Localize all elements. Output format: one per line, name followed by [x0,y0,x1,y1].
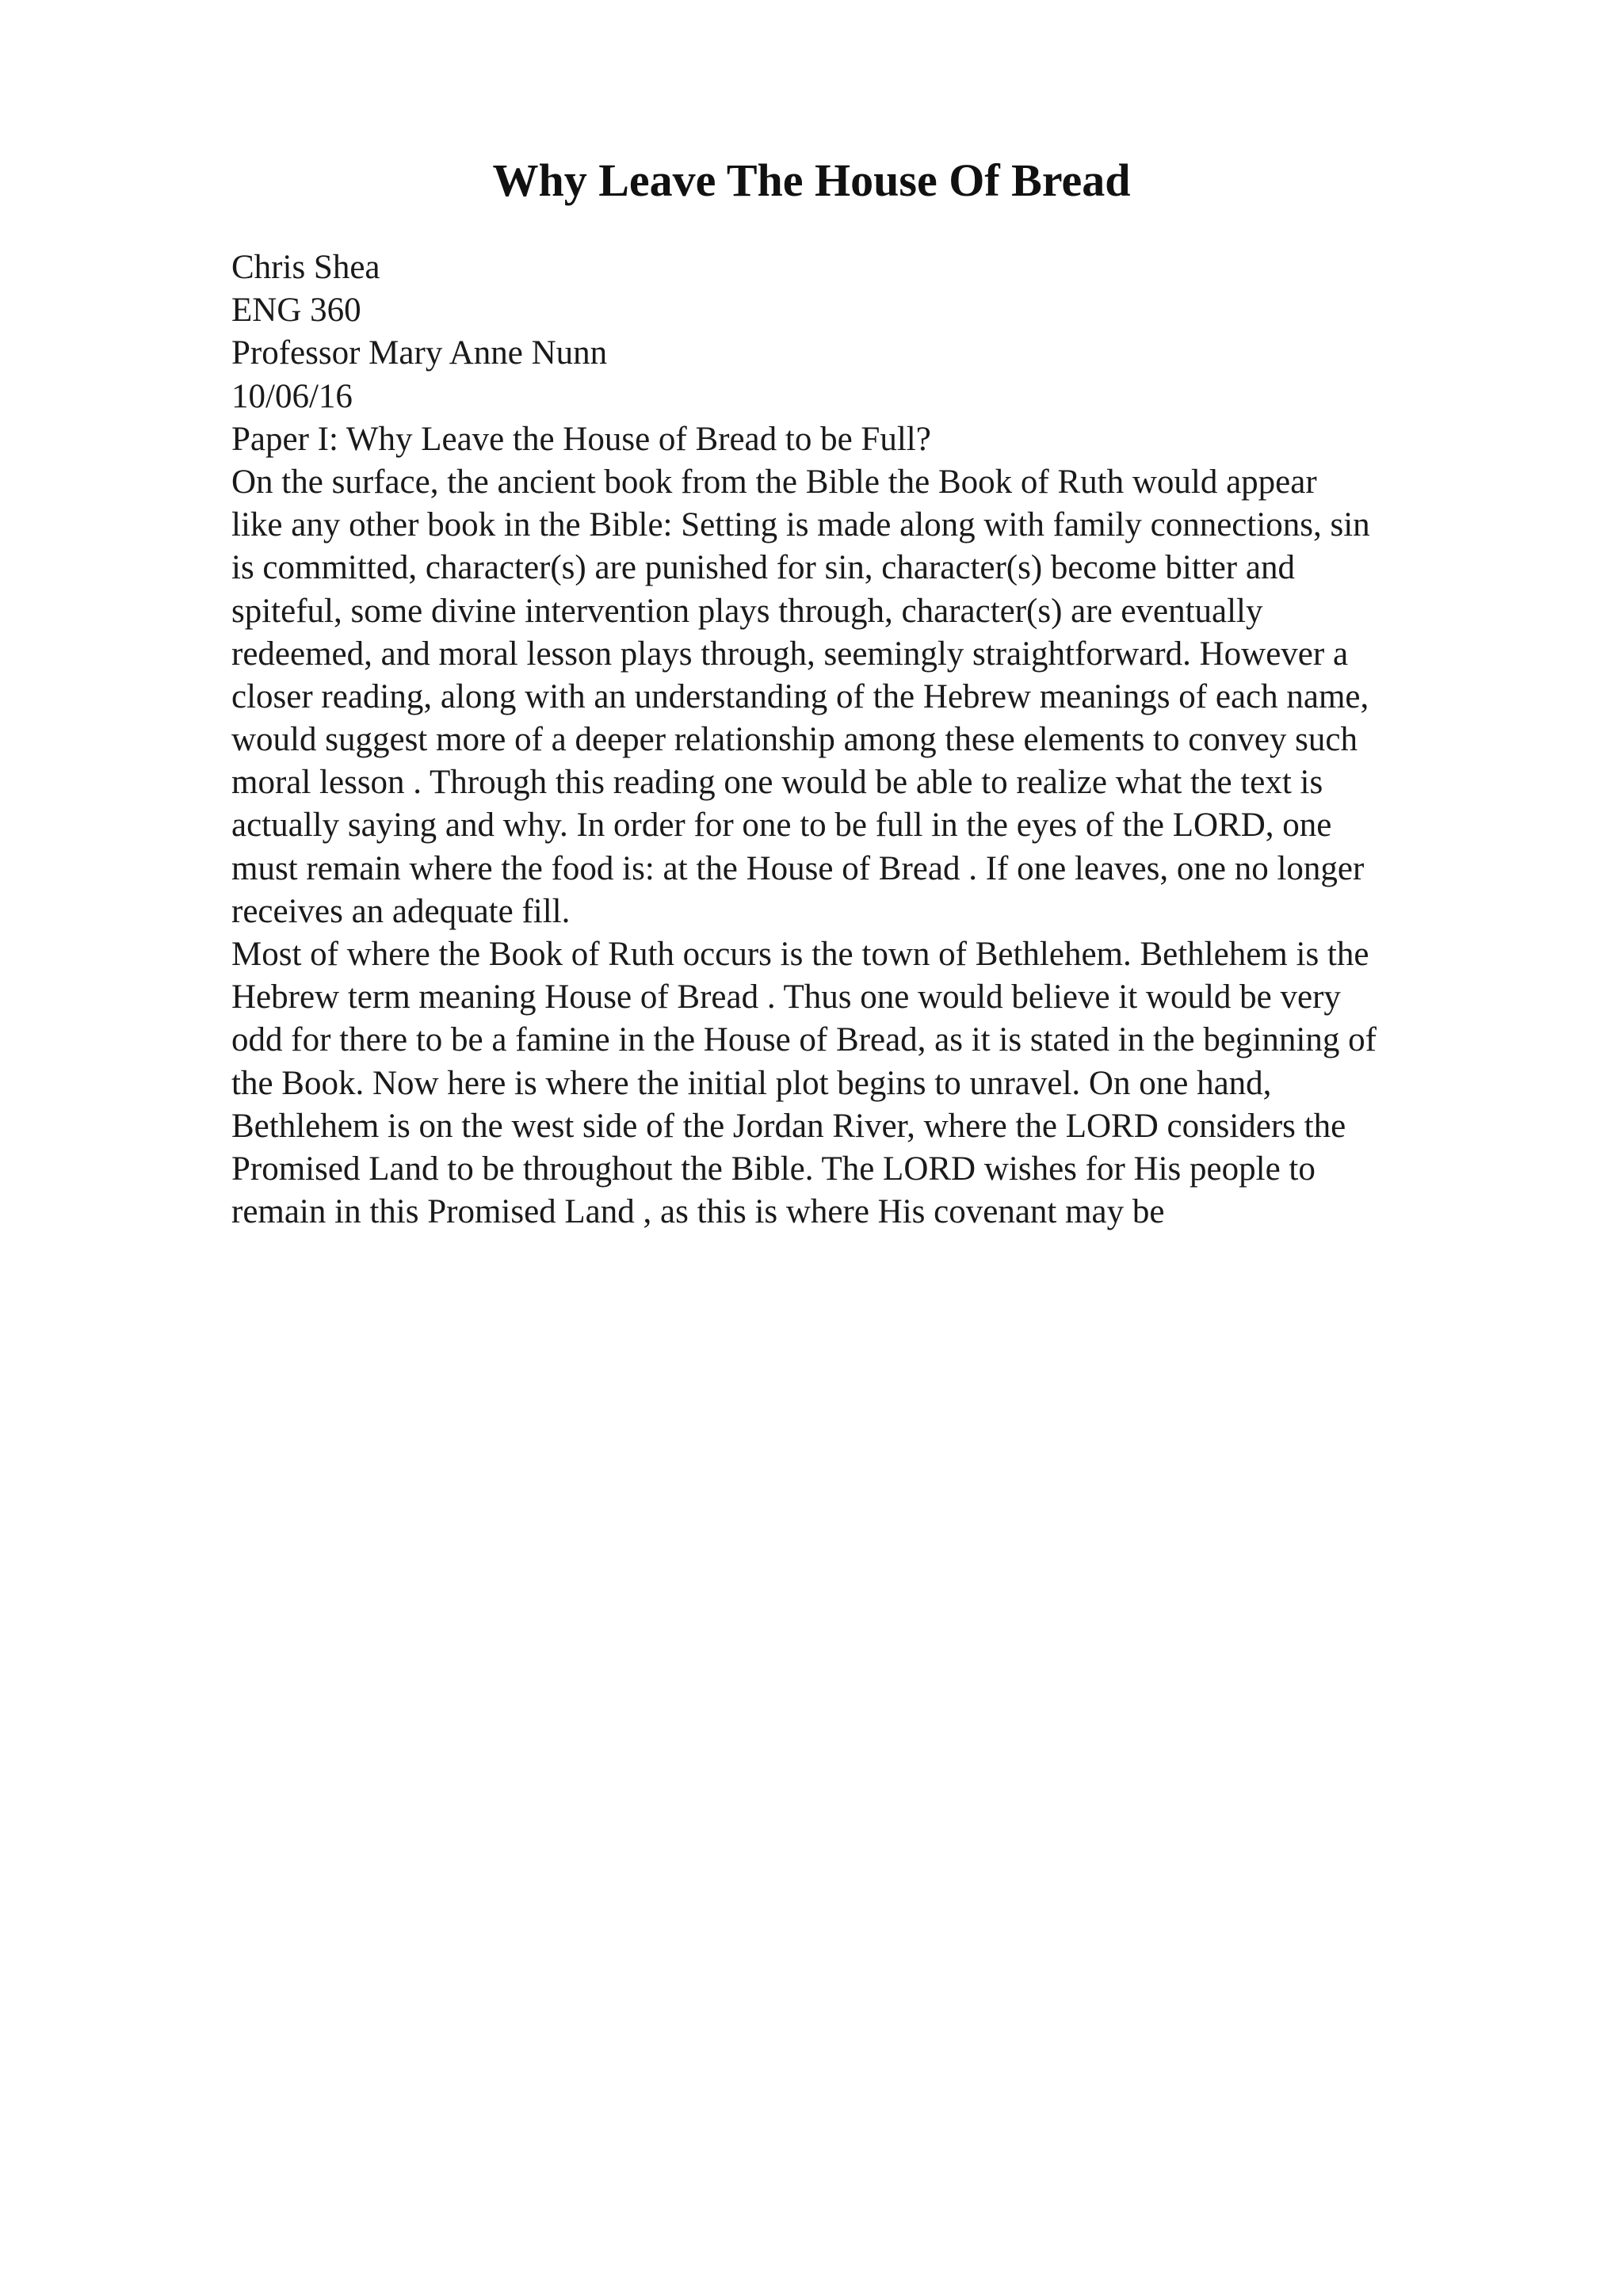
text-line: Promised Land to be throughout the Bible. The LORD wishes for His people to [231,1150,1316,1188]
document-title: Why Leave The House Of Bread [492,154,1131,206]
text-line: receives an adequate fill. [231,892,571,930]
text-line: moral lesson . Through this reading one would be able to realize what the text is [231,764,1323,802]
text-line: would suggest more of a deeper relationship among these elements to convey such [231,721,1358,759]
author-line: Chris Shea [231,249,380,286]
text-line: spiteful, some divine intervention plays through, character(s) are eventually [231,592,1263,630]
text-line: is committed, character(s) are punished for sin, character(s) become bitter and [231,549,1295,587]
text-line: On the surface, the ancient book from the Bible the Book of Ruth would appear [231,463,1317,501]
text-line: redeemed, and moral lesson plays through, seemingly straightforward. However a [231,635,1349,673]
professor-line: Professor Mary Anne Nunn [231,334,608,372]
text-line: remain in this Promised Land , as this is where His covenant may be [231,1193,1165,1231]
text-line: closer reading, along with an understanding of the Hebrew meanings of each name, [231,677,1369,715]
text-line: odd for there to be a famine in the House of Bread, as it is stated in the beginning of [231,1021,1377,1059]
text-line: the Book. Now here is where the initial plot begins to unravel. On one hand, [231,1064,1272,1102]
text-line: Bethlehem is on the west side of the Jordan River, where the LORD considers the [231,1107,1346,1145]
paper-title-line: Paper I: Why Leave the House of Bread to be Full? [231,420,931,458]
document-body [231,246,1499,1234]
text-line: Most of where the Book of Ruth occurs is the town of Bethlehem. Bethlehem is the [231,936,1369,973]
course-line: ENG 360 [231,292,361,330]
text-line: must remain where the food is: at the House of Bread . If one leaves, one no longer [231,849,1365,887]
text-line: actually saying and why. In order for one to be full in the eyes of the LORD, one [231,807,1332,845]
date-line: 10/06/16 [231,377,353,415]
paragraph-2 [231,933,1499,1234]
text-line: Hebrew term meaning House of Bread . Thus one would believe it would be very [231,978,1341,1016]
text-line: like any other book in the Bible: Setting is made along with family connections, sin [231,506,1370,544]
paragraph-1 [231,461,1499,933]
